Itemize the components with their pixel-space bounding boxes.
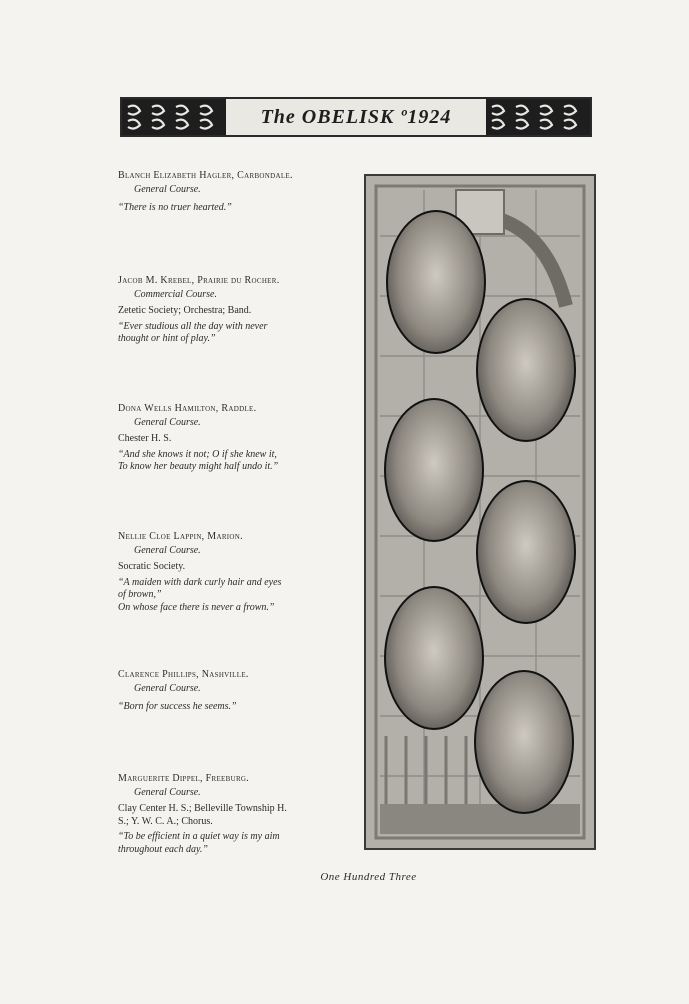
student-course: General Course. <box>134 544 201 556</box>
student-name: Blanch Elizabeth Hagler, Carbondale. <box>118 170 293 181</box>
portrait-photo <box>384 586 484 730</box>
student-name: Nellie Cloe Lappin, Marion. <box>118 531 243 542</box>
student-quote: “Ever studious all the day with never thought or hint of play.” <box>118 320 268 344</box>
student-quote: “To be efficient in a quiet way is my aim throughout each day.” <box>118 831 280 855</box>
student-entry <box>118 773 348 856</box>
header-banner <box>120 97 592 137</box>
page-title: The OBELISK º1924 <box>260 105 452 128</box>
student-quote: “There is no truer hearted.” <box>118 202 232 213</box>
page-number: One Hundred Three <box>320 871 417 883</box>
student-name: Marguerite Dippel, Freeburg. <box>118 773 250 784</box>
student-entry <box>118 170 348 215</box>
portrait-photo <box>474 670 574 814</box>
student-entry <box>118 275 348 346</box>
student-entry <box>118 531 348 614</box>
student-name: Dona Wells Hamilton, Raddle. <box>118 403 257 414</box>
student-quote: “And she knows it not; O if she knew it, To know her beauty might half undo it.” <box>118 448 279 472</box>
student-course: Commercial Course. <box>134 288 217 300</box>
portrait-photo <box>476 480 576 624</box>
student-activities: Zetetic Society; Orchestra; Band. <box>118 305 252 316</box>
student-quote: “Born for success he seems.” <box>118 701 237 712</box>
student-course: General Course. <box>134 682 201 694</box>
student-entry <box>118 403 348 474</box>
ornament-right-icon <box>486 99 590 135</box>
portrait-photo <box>476 298 576 442</box>
photo-panel <box>364 174 596 850</box>
ornament-left-icon <box>122 99 226 135</box>
student-name: Clarence Phillips, Nashville. <box>118 669 249 680</box>
student-activities: Chester H. S. <box>118 433 172 444</box>
student-name: Jacob M. Krebel, Prairie du Rocher. <box>118 275 280 286</box>
student-course: General Course. <box>134 416 201 428</box>
portrait-photo <box>384 398 484 542</box>
student-course: General Course. <box>134 183 201 195</box>
student-activities: Clay Center H. S.; Belleville Township H. S.; Y. W. C. A.; Chorus. <box>118 803 287 827</box>
student-activities: Socratic Society. <box>118 561 186 572</box>
student-course: General Course. <box>134 786 201 798</box>
student-quote: “A maiden with dark curly hair and eyes of brown,” On whose face there is never a frown.” <box>118 576 282 613</box>
student-entry <box>118 669 348 714</box>
portrait-photo <box>386 210 486 354</box>
